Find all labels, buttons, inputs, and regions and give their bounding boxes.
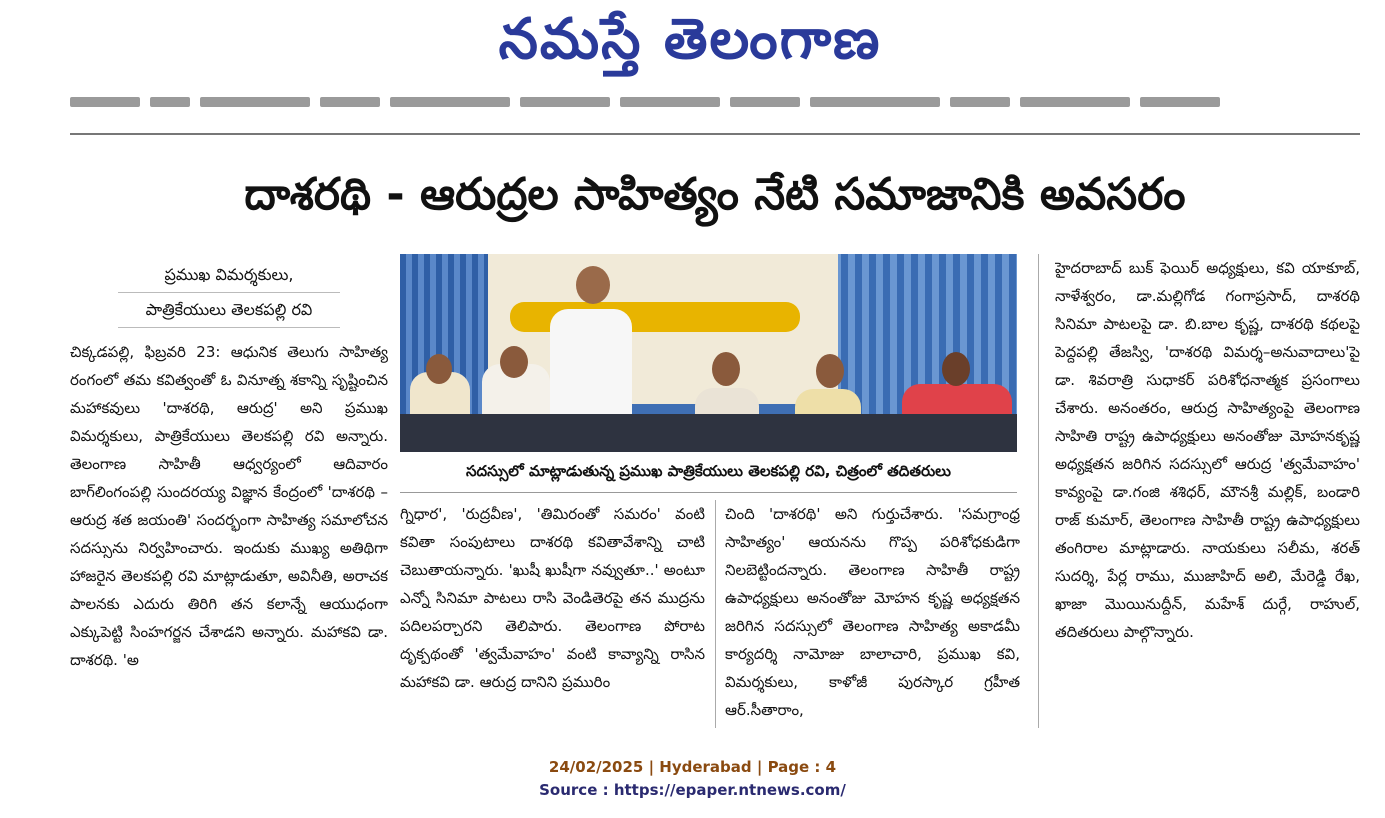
photo-person-head — [942, 352, 970, 386]
byline-line-2: పాత్రికేయులు తెలకపల్లి రవి — [118, 293, 340, 328]
column-4-text: హైదరాబాద్ బుక్ ఫెయిర్ అధ్యక్షులు, కవి యాకూబ్, నాళేశ్వరం, డా.మల్లిగోడ గంగాప్రసాద్, దాశరథి సినిమా పాటలపై డా. బి.బాల కృష్ణ, దాశరథి కథలపై పెద్దపల్లి తేజస్వి, 'దాశరథి విమర్శ–అనువాదాలు'పై డా. శివరాత్రి సుధాకర్ పరిశోధనాత్మక ప్రసంగాలు చేశారు. అనంతరం, ఆరుద్ర సాహిత్యంపై తెలంగాణ సాహితి రాష్ట్ర ఉపాధ్యక్షులు అనంతోజు మోహనకృష్ణ అధ్యక్షతన జరిగిన సదస్సులో ఆరుద్ర 'త్వమేవాహం' కావ్యంపై డా.గంజి శశిధర్, మౌనశ్రీ మల్లిక్, బండారి రాజ్ కుమార్, తెలంగాణ సాహితీ రాష్ట్ర ఉపాధ్యక్షులు తంగిరాల మాట్లాడారు. నాయకులు సలీమ, శరత్ సుదర్శి, పేర్ల రాము, ముజాహిద్ అలి, మేరెడ్డి రేఖ, ఖాజా మొయినుద్దీన్, మహేశ్ దుర్గే, రాహుల్, తదితరులు పాల్గొన్నారు. — [1055, 259, 1360, 641]
column-2-text: గ్నిధార', 'రుద్రవీణ', 'తిమిరంతో సమరం' వంటి కవితా సంపుటాలు దాశరథి కవితావేశాన్ని చాటి చెబుతాయన్నారు. 'ఖుషీ ఖుషీగా నవ్వుతూ..' అంటూ ఎన్నో సినిమా పాటలు రాసి వెండితెరపై తన ముద్రను పదిలపర్చారని తెలిపారు. తెలంగాణ పోరాట దృక్పథంతో 'త్వమేవాహం' వంటి కావ్యాన్ని రాసిన మహాకవి డా. ఆరుద్ర దానిని ప్రమురిం — [400, 505, 705, 691]
column-1-text: చిక్కడపల్లి, ఫిబ్రవరి 23: ఆధునిక తెలుగు సాహిత్య రంగంలో తమ కవిత్వంతో ఓ వినూత్న శకాన్ని సృష్టించిన మహాకవులు 'దాశరథి, ఆరుద్ర' అని ప్రముఖ విమర్శకులు, పాత్రికేయులు తెలకపల్లి రవి అన్నారు. తెలంగాణ సాహితీ ఆధ్వర్యంలో ఆదివారం బాగ్‌లింగంపల్లి సుందరయ్య విజ్ఞాన కేంద్రంలో 'దాశరథి – ఆరుద్ర శత జయంతి' సందర్భంగా సాహిత్య సమాలోచన సదస్సును నిర్వహించారు. ఇందుకు ముఖ్య అతిథిగా హాజరైన తెలకపల్లి రవి మాట్లాడుతూ, అవినీతి, అరాచక పాలనకు ఎదురు తిరిగి తన కలాన్నే ఆయుధంగా ఎక్కుపెట్టి సింహగర్జన చేశాడని అన్నారు. మహాకవి డా. దాశరథి. 'అ — [70, 343, 388, 669]
byline — [70, 258, 388, 328]
photo-speaker-head — [576, 266, 610, 304]
footer-date-line: 24/02/2025 | Hyderabad | Page : 4 — [548, 758, 837, 776]
article-column-3 — [725, 500, 1020, 730]
photo-table — [400, 414, 1017, 452]
newspaper-logo: నమస్తే తెలంగాణ — [498, 6, 882, 72]
page-footer — [0, 756, 1385, 802]
photo-speaker — [550, 309, 632, 429]
caption-divider — [400, 492, 1017, 493]
masthead — [0, 0, 1385, 78]
photo-caption: సదస్సులో మాట్లాడుతున్న ప్రముఖ పాత్రికేయులు తెలకపల్లి రవి, చిత్రంలో తదితరులు — [466, 462, 951, 480]
column-divider — [1038, 254, 1039, 728]
top-divider — [70, 133, 1360, 135]
photo-person-head — [712, 352, 740, 386]
photo-person-head — [500, 346, 528, 378]
photo-person-head — [426, 354, 452, 384]
photo-person-head — [816, 354, 844, 388]
byline-line-1: ప్రముఖ విమర్శకులు, — [118, 258, 340, 293]
article-column-4 — [1055, 254, 1360, 730]
column-3-text: చింది 'దాశరథి' అని గుర్తుచేశారు. 'సమగ్రాంధ్ర సాహిత్యం' ఆయనను గొప్ప పరిశోధకుడిగా నిలబెట్టిందన్నారు. తెలంగాణ సాహితీ రాష్ట్ర ఉపాధ్యక్షులు అనంతోజు మోహన కృష్ణ అధ్యక్షతన జరిగిన సదస్సులో తెలంగాణ సాహిత్య అకాడమీ కార్యదర్శి నామోజు బాలాచారి, ప్రముఖ కవి, విమర్శకులు, కాళోజీ పురస్కార గ్రహీత ఆర్.సీతారాం, — [725, 505, 1020, 719]
cut-off-text-strip — [70, 92, 1360, 114]
article-column-1 — [70, 338, 388, 728]
article-column-2 — [400, 500, 705, 730]
article-photo — [400, 254, 1017, 452]
column-divider — [715, 500, 716, 728]
footer-source-line: Source : https://epaper.ntnews.com/ — [539, 781, 846, 799]
article-headline: దాశరథి - ఆరుద్రల సాహిత్యం నేటి సమాజానికి అవసరం — [244, 169, 1186, 220]
